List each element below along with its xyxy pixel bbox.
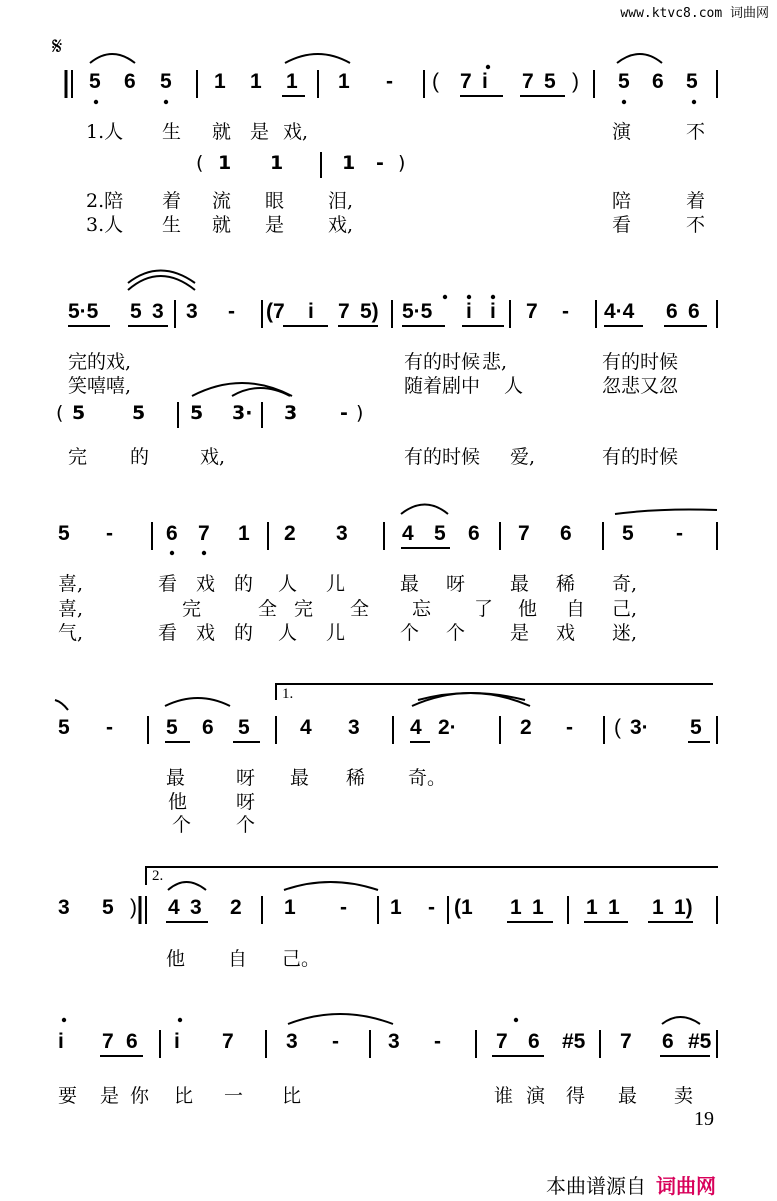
segno-sign: 𝄋 [52, 32, 63, 60]
row4-ending-label: 1. [282, 686, 294, 702]
page-number: 19 [694, 1108, 714, 1130]
row5-ending-label: 2. [152, 868, 164, 884]
footer-brand-link[interactable]: 词曲网 [656, 1174, 716, 1198]
site-watermark: www.ktvc8.com 词曲网 [620, 6, 769, 21]
footer-source-text: 本曲谱源自 [546, 1174, 646, 1198]
footer-source [546, 1170, 716, 1199]
